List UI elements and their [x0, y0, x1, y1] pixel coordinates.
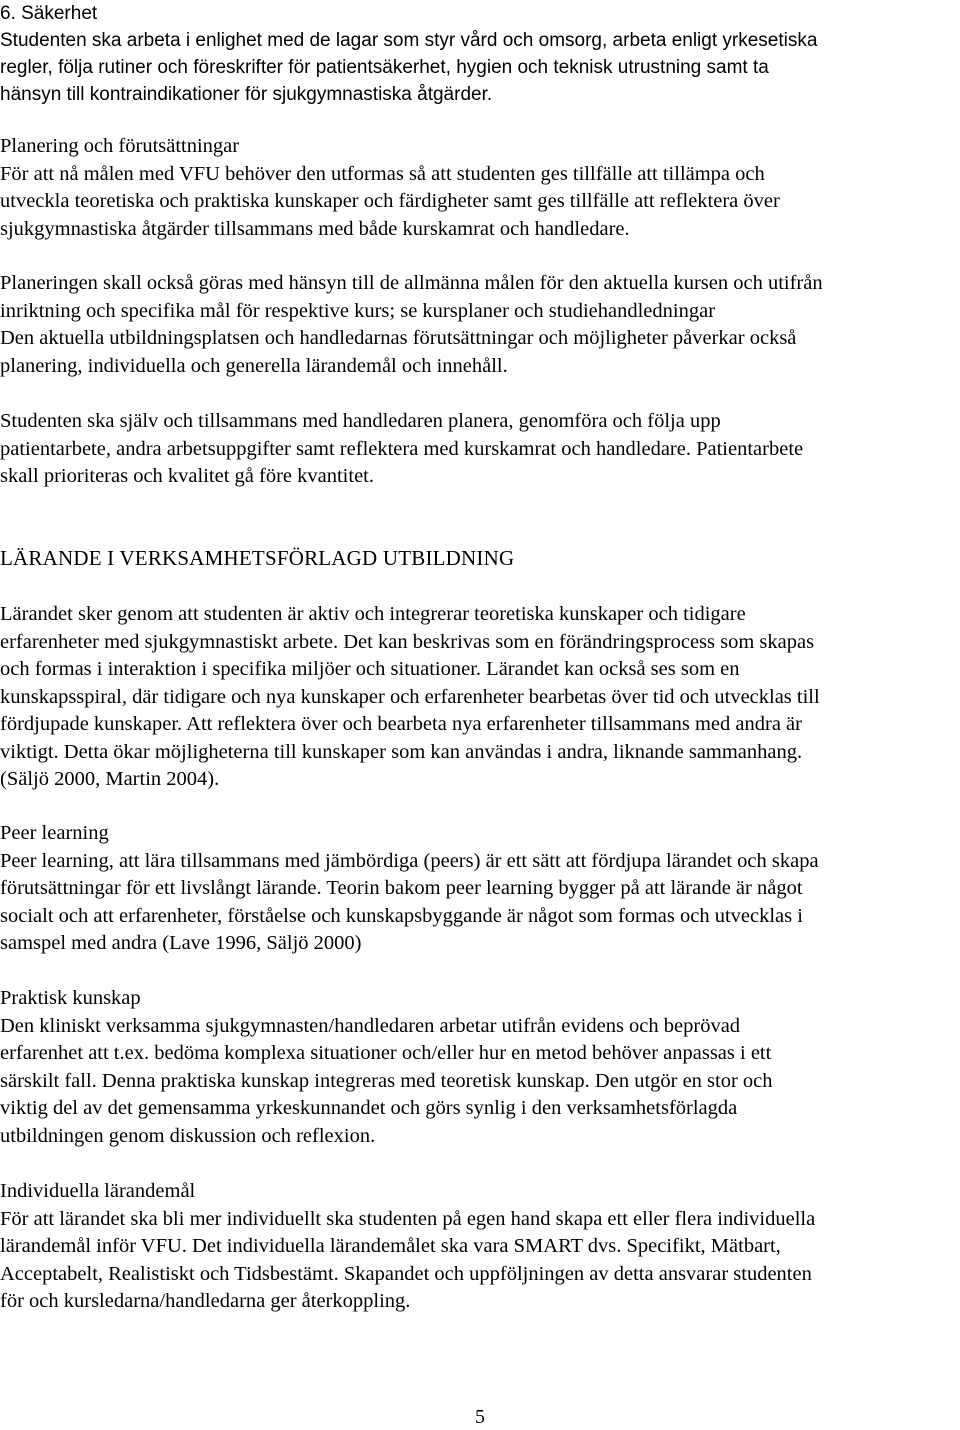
section-praktisk-kunskap [0, 985, 773, 1150]
text-line: erfarenhet att t.ex. bedöma komplexa situationer och/eller hur en metod behöver anpassas i ett [0, 1042, 772, 1064]
text-line: samspel med andra (Lave 1996, Säljö 2000) [0, 932, 362, 954]
text-line: Acceptabelt, Realistiskt och Tidsbestämt. Skapandet och uppföljningen av detta ansvarar studenten [0, 1262, 812, 1285]
section-individuella-larandemal [0, 1178, 815, 1316]
text-line: sjukgymnastiska åtgärder tillsammans med både kurskamrat och handledare. [0, 217, 630, 240]
text-line: viktig del av det gemensamma yrkeskunnandet och görs synlig i den verksamhetsförlagda [0, 1097, 738, 1119]
section-peer-learning [0, 820, 819, 958]
paragraph-planering-3 [0, 408, 803, 491]
text-line: fördjupade kunskaper. Att reflektera över och bearbeta nya erfarenheter tillsammans med andra är [0, 713, 802, 735]
text-line: särskilt fall. Denna praktiska kunskap integreras med teoretisk kunskap. Den utgör en stor och [0, 1069, 773, 1092]
text-line: Studenten ska själv och tillsammans med handledaren planera, genomföra och följa upp [0, 410, 721, 432]
page-number: 5 [475, 1406, 485, 1428]
text-line: hänsyn till kontraindikationer för sjukgymnastiska åtgärder. [0, 84, 493, 105]
section-title: 6. Säkerhet [0, 3, 98, 24]
text-line: för och kursledarna/handledarna ger återkoppling. [0, 1290, 411, 1312]
text-line: socialt och att erfarenheter, förståelse och kunskapsbyggande är något som formas och utvecklas i [0, 904, 803, 927]
text-line: lärandemål inför VFU. Det individuella lärandemålet ska vara SMART dvs. Specifikt, Mätbart, [0, 1235, 781, 1257]
text-line: förutsättningar för ett livslångt lärande. Teorin bakom peer learning bygger på att lärande är något [0, 877, 803, 899]
text-line: utbildningen genom diskussion och reflexion. [0, 1124, 376, 1147]
text-line: Peer learning, att lära tillsammans med jämbördiga (peers) är ett sätt att fördjupa lärandet och skapa [0, 849, 819, 872]
text-line: Den aktuella utbildningsplatsen och handledarnas förutsättningar och möjligheter påverkar också [0, 327, 797, 349]
text-line: Lärandet sker genom att studenten är aktiv och integrerar teoretiska kunskaper och tidigare [0, 603, 746, 625]
text-line: Den kliniskt verksamma sjukgymnasten/handledaren arbetar utifrån evidens och beprövad [0, 1014, 741, 1037]
section-sakerhet [0, 0, 817, 108]
text-line: kunskapsspiral, där tidigare och nya kunskaper och erfarenheter bearbetas över tid och utvecklas till [0, 685, 820, 708]
text-line: För att nå målen med VFU behöver den utformas så att studenten ges tillfälle att tillämpa och [0, 162, 765, 185]
text-line: patientarbete, andra arbetsuppgifter samt reflektera med kurskamrat och handledare. Patientarbete [0, 437, 804, 460]
section-heading-larande: LÄRANDE I VERKSAMHETSFÖRLAGD UTBILDNING [0, 546, 515, 570]
text-line: planering, individuella och generella lärandemål och innehåll. [0, 354, 508, 377]
text-line: Studenten ska arbeta i enlighet med de lagar som styr vård och omsorg, arbeta enligt yrkesetiska [0, 30, 818, 51]
text-line: regler, följa rutiner och föreskrifter för patientsäkerhet, hygien och teknisk utrustning samt ta [0, 57, 769, 78]
paragraph-larande [0, 601, 820, 794]
section-title: Individuella lärandemål [0, 1180, 196, 1202]
text-line: utveckla teoretiska och praktiska kunskaper och färdigheter samt ges tillfälle att reflektera över [0, 190, 780, 212]
section-title: Peer learning [0, 822, 109, 844]
text-line: Planeringen skall också göras med hänsyn till de allmänna målen för den aktuella kursen och utifrån [0, 272, 823, 294]
text-line: skall prioriteras och kvalitet gå före kvantitet. [0, 465, 374, 487]
text-line: erfarenheter med sjukgymnastiskt arbete. Det kan beskrivas som en förändringsprocess som skapas [0, 630, 815, 653]
text-line: viktigt. Detta ökar möjligheterna till kunskaper som kan användas i andra, liknande sammanhang. [0, 740, 803, 763]
text-line: inriktning och specifika mål för respektive kurs; se kursplaner och studiehandledningar [0, 299, 716, 322]
text-line: För att lärandet ska bli mer individuellt ska studenten på egen hand skapa ett eller flera individuella [0, 1207, 816, 1230]
section-title: Praktisk kunskap [0, 987, 141, 1009]
text-line: och formas i interaktion i specifika miljöer och situationer. Lärandet kan också ses som en [0, 658, 740, 680]
text-line: (Säljö 2000, Martin 2004). [0, 768, 220, 790]
section-planering [0, 133, 780, 243]
paragraph-planering-2 [0, 270, 823, 380]
section-title: Planering och förutsättningar [0, 135, 240, 157]
